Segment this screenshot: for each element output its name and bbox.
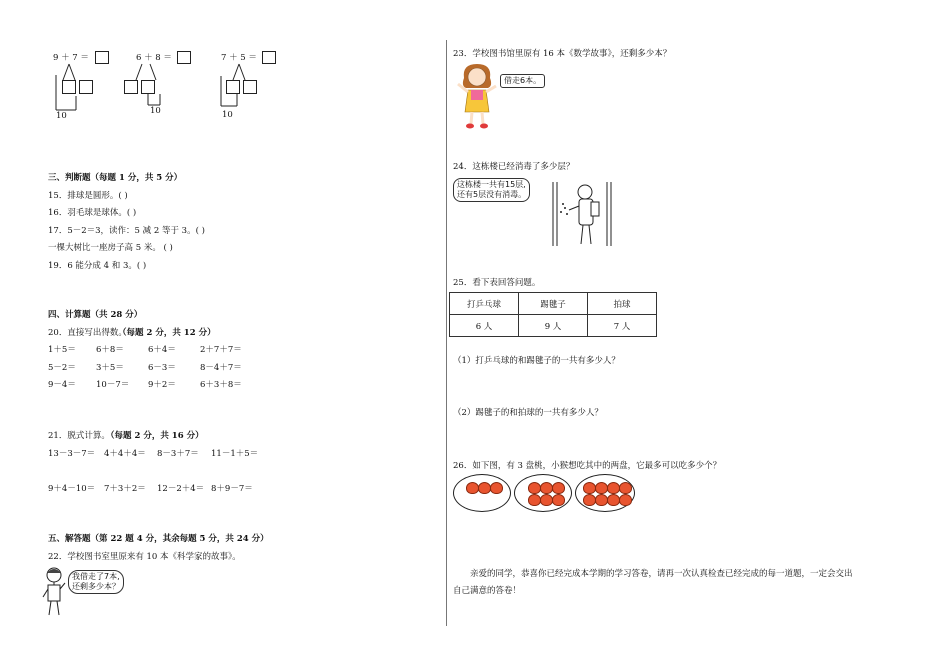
judge-item: 15．排球是圆形。( ) (48, 191, 128, 201)
table-cell: 7 人 (588, 315, 657, 337)
judge-item: 19．6 能分成 4 和 3。( ) (48, 261, 147, 271)
table-cell: 9 人 (519, 315, 588, 337)
decomp-ten-1: 10 (56, 111, 67, 121)
q21-cell: 9＋4－10＝ (48, 484, 96, 494)
table-cell: 6 人 (450, 315, 519, 337)
answer-box[interactable] (141, 80, 155, 94)
peach-icon (619, 482, 632, 494)
closing-line2: 自己满意的答卷！ (453, 586, 522, 596)
answer-box[interactable] (62, 80, 76, 94)
q22-bubble-line2: 还剩多少本？ (72, 582, 120, 591)
decomp-ten-2: 10 (150, 106, 161, 116)
q24-bubble-line1: 这栋楼一共有15层, (457, 180, 526, 189)
q23-bubble-text: 借走6本。 (504, 76, 542, 85)
q20-score: （每题 2 分，共 12 分） (118, 328, 216, 338)
decomp-ten-3: 10 (222, 110, 233, 120)
disinfection-worker-image (545, 178, 615, 250)
q20-cell: 6＋3＋8＝ (200, 380, 242, 390)
decomp-equation-1: 9 ＋ 7 ＝ (53, 53, 89, 63)
q20-cell: 2＋7＋7＝ (200, 345, 242, 355)
q21-cell: 8－3＋7＝ (157, 449, 199, 459)
q24-speech-bubble (453, 178, 530, 202)
q21-cell: 8＋9－7＝ (211, 484, 253, 494)
answer-box[interactable] (79, 80, 93, 94)
answer-box[interactable] (243, 80, 257, 94)
q20-cell: 6－3＝ (148, 363, 176, 373)
q20-cell: 5－2＝ (48, 363, 76, 373)
q21-cell: 11－1＋5＝ (211, 449, 259, 459)
peach-icon (552, 494, 565, 506)
peach-icon (552, 482, 565, 494)
q20-cell: 9－4＝ (48, 380, 76, 390)
q21-cell: 13－3－7＝ (48, 449, 96, 459)
q24-text: 24．这栋楼已经消毒了多少层？ (453, 162, 575, 172)
q22-text: 22．学校图书室里原来有 10 本《科学家的故事》。 (48, 552, 241, 562)
peach-icon (619, 494, 632, 506)
q24-bubble-line2: 还有5层没有消毒。 (457, 190, 527, 199)
section3-heading: 三、判断题（每题 1 分，共 5 分） (48, 173, 183, 183)
q22-speech-bubble (68, 570, 124, 594)
q25-part2: （2）踢毽子的和拍球的一共有多少人？ (453, 408, 603, 418)
table-header-row (450, 293, 657, 315)
answer-box[interactable] (124, 80, 138, 94)
q20-title: 20．直接写出得数。 (48, 328, 127, 338)
q20-cell: 8－4＋7＝ (200, 363, 242, 373)
q20-cell: 1＋5＝ (48, 345, 76, 355)
q21-cell: 7＋3＋2＝ (104, 484, 146, 494)
decomp-lines-3 (212, 60, 272, 120)
judge-item: 17．5－2＝3，读作：5 减 2 等于 3。( ) (48, 226, 205, 236)
section4-heading: 四、计算题（共 28 分） (48, 310, 143, 320)
table-header-cell: 踢毽子 (519, 293, 588, 315)
q20-cell: 6＋8＝ (96, 345, 124, 355)
closing-line1: 亲爱的同学，恭喜你已经完成本学期的学习答卷，请再一次认真检查已经完成的每一道题，一定会交出 (470, 569, 853, 579)
q23-text: 23．学校图书馆里原有 16 本《数学故事》，还剩多少本？ (453, 49, 672, 59)
judge-item: 一棵大树比一座房子高 5 米。 ( ) (48, 243, 173, 253)
q21-title: 21．脱式计算。 (48, 431, 110, 441)
decomp-equation-3: 7 ＋ 5 ＝ (221, 53, 257, 63)
section5-heading: 五、解答题（第 22 题 4 分，其余每题 5 分，共 24 分） (48, 534, 269, 544)
q20-cell: 3＋5＝ (96, 363, 124, 373)
table-header-cell: 打乒乓球 (450, 293, 519, 315)
q25-part1: （1）打乒乓球的和踢毽子的一共有多少人？ (453, 356, 620, 366)
q21-score: （每题 2 分，共 16 分） (106, 431, 204, 441)
peach-icon (490, 482, 503, 494)
girl-figure-image (456, 60, 498, 132)
student-figure-image (40, 565, 70, 620)
q23-speech-bubble (500, 74, 545, 88)
q26-text: 26．如下图，有 3 盘桃，小猴想吃其中的两盘，它最多可以吃多少个？ (453, 461, 722, 471)
q20-cell: 6＋4＝ (148, 345, 176, 355)
q20-cell: 10－7＝ (96, 380, 130, 390)
judge-item: 16．羽毛球是球体。( ) (48, 208, 137, 218)
activity-table (449, 292, 657, 337)
table-row (450, 315, 657, 337)
decomp-equation-2: 6 ＋ 8 ＝ (136, 53, 172, 63)
q20-cell: 9＋2＝ (148, 380, 176, 390)
q22-bubble-line1: 我借走了7本, (72, 572, 120, 581)
answer-box[interactable] (226, 80, 240, 94)
table-header-cell: 拍球 (588, 293, 657, 315)
column-divider (446, 40, 447, 626)
q25-text: 25．看下表回答问题。 (453, 278, 541, 288)
q21-cell: 12－2＋4＝ (157, 484, 205, 494)
q21-cell: 4＋4＋4＝ (104, 449, 146, 459)
